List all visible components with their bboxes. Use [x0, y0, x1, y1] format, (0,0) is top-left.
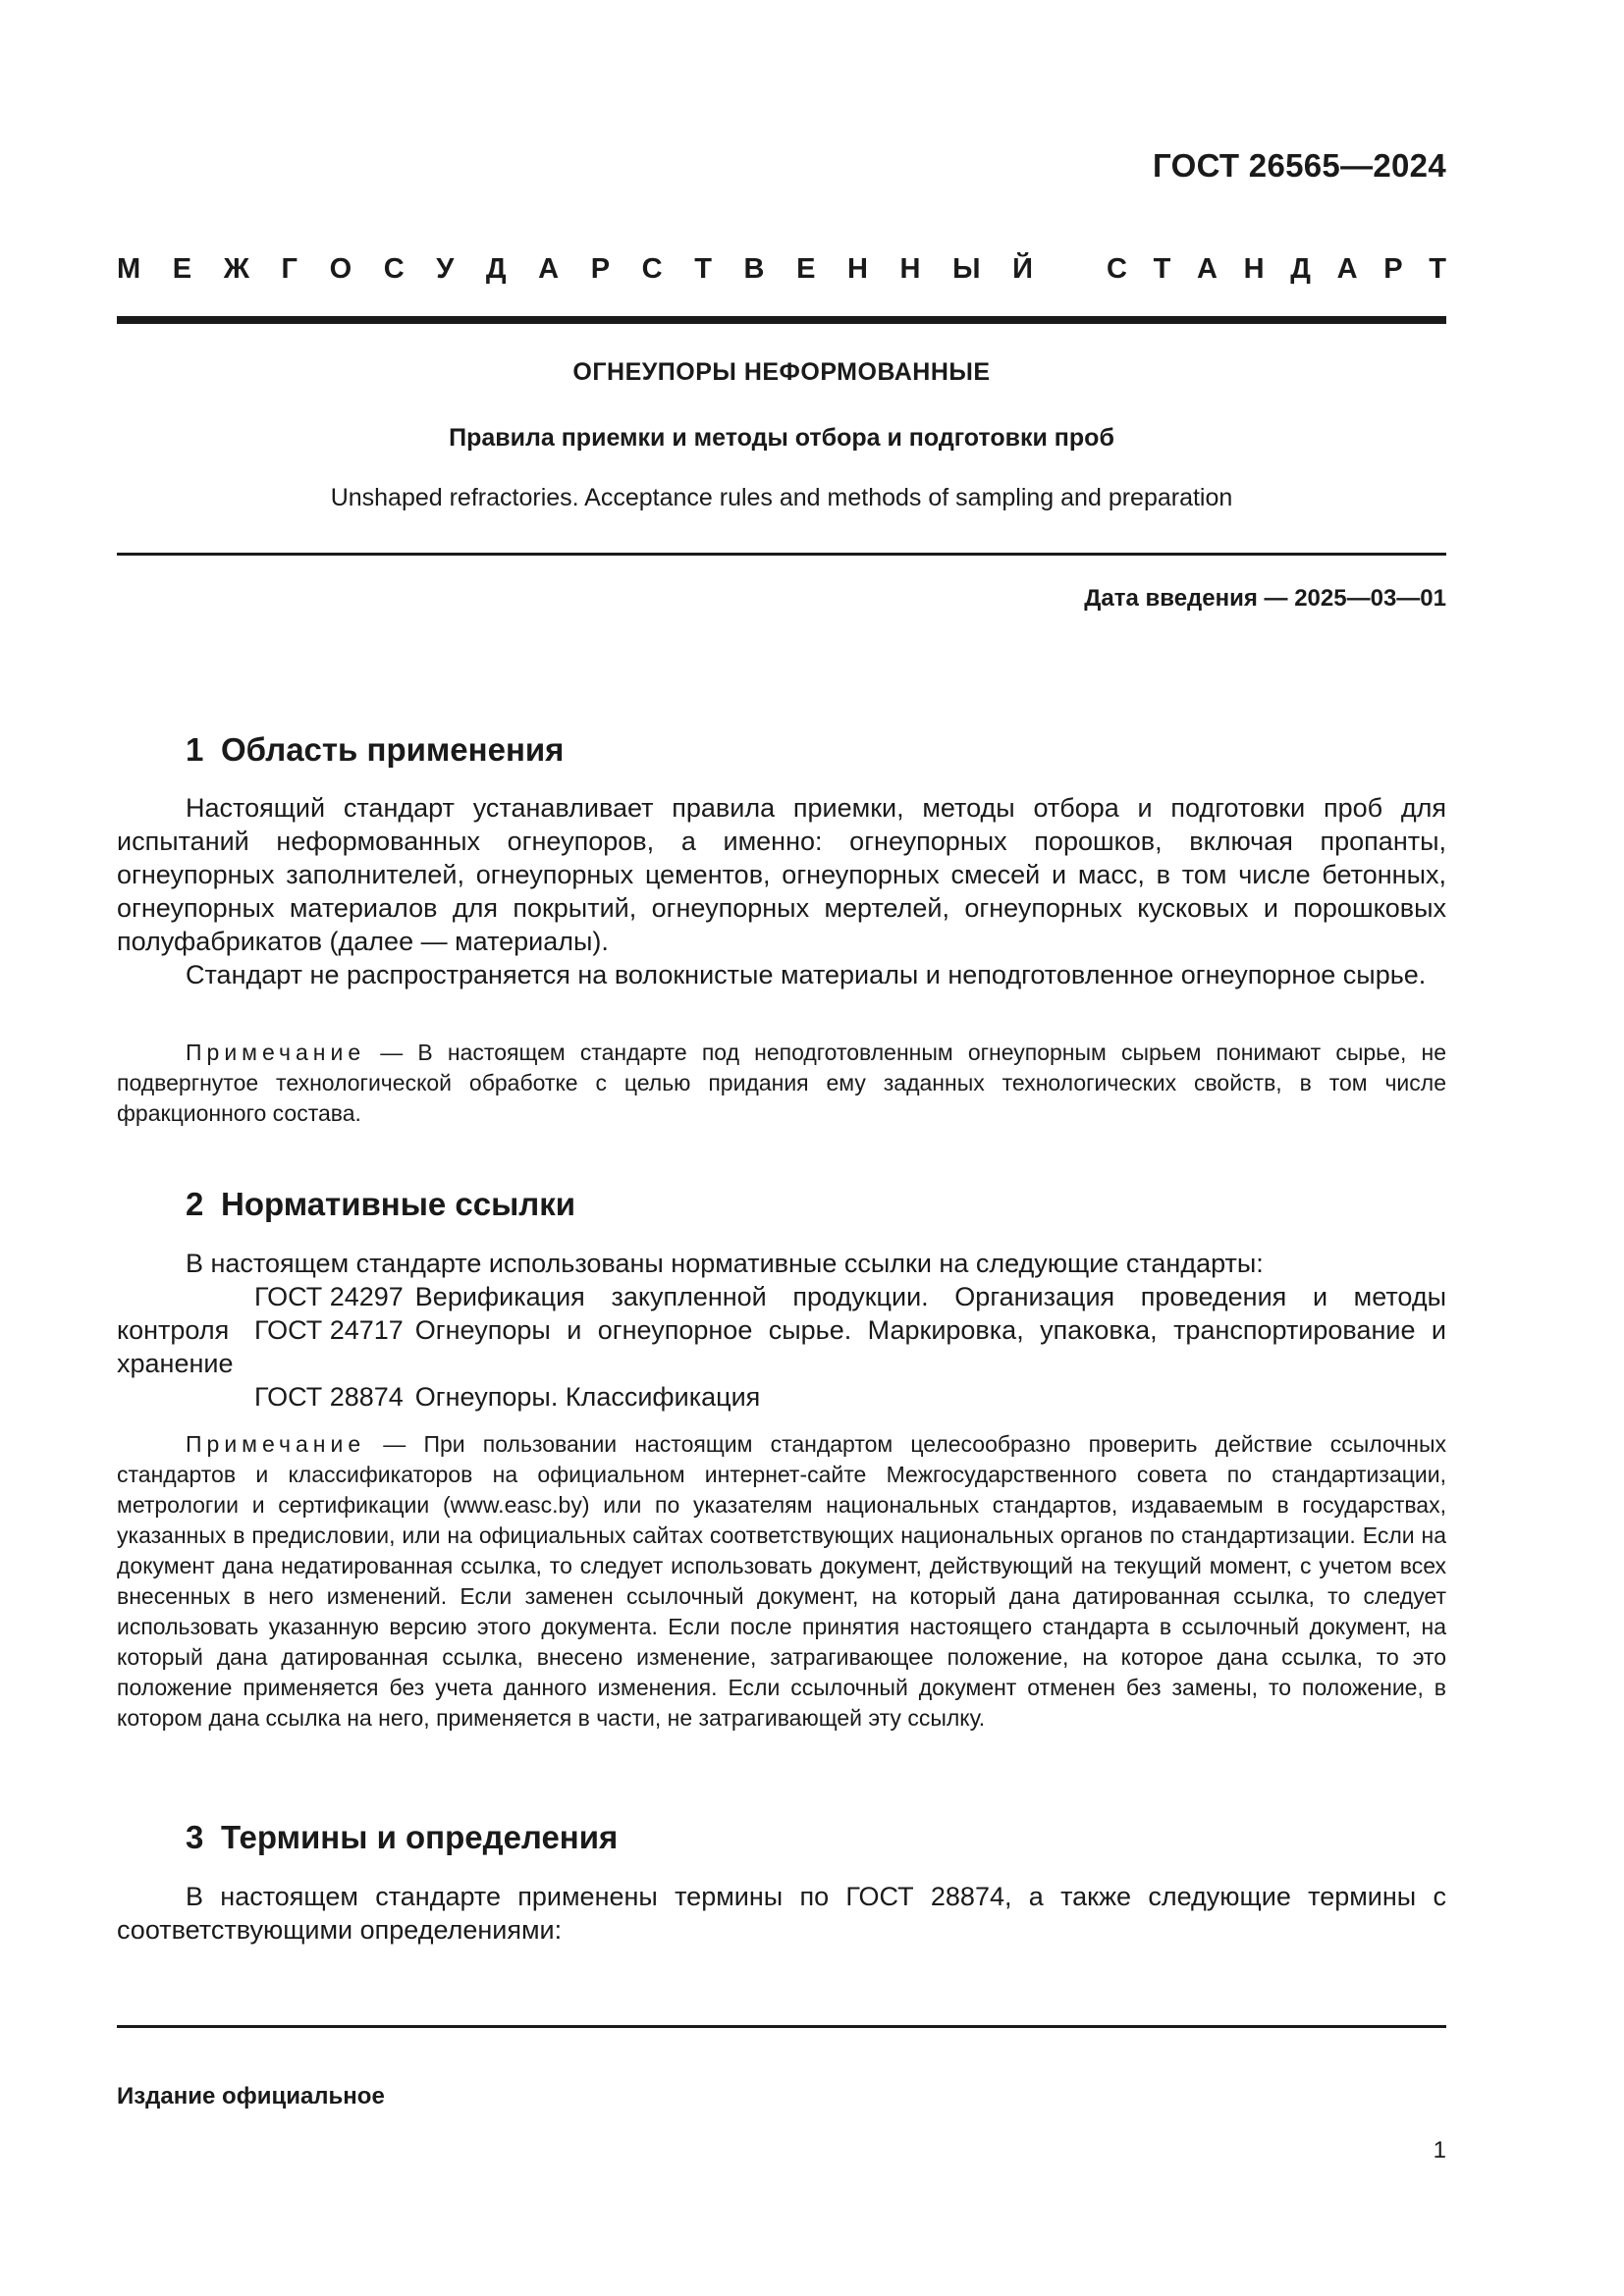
section-heading-scope: [186, 731, 564, 769]
banner-letter: Е: [172, 253, 192, 285]
banner-letter: С: [1107, 253, 1127, 285]
paragraph: Стандарт не распространяется на волокнистые материалы и неподготовленное огнеупорное сырье.: [186, 960, 1427, 989]
banner-letter: Д: [1290, 253, 1311, 285]
section-number: 1: [186, 731, 204, 768]
note-label: Примечание: [186, 1431, 366, 1457]
banner-letter: У: [436, 253, 455, 285]
introduction-date: Дата введения — 2025—03—01: [1084, 585, 1446, 612]
note-text: — При пользовании настоящим стандартом целесообразно проверить действие ссылочных стандартов и классификаторов на официальном интернет-сайте Межгосударственного совета по стандартизации, метрологии и сертификации (www.easc.by) или по указателям национальных стандартов, издаваемым в государствах, указанных в предисловии, или на официальных сайтах соответствующих национальных органов по стандартизации. Если на документ дана недатированная ссылка, то следует использовать документ, действующий на текущий момент, с учетом всех внесенных в него изменений. Если заменен ссылочный документ, на который дана датированная ссылка, то следует использовать указанную версию этого документа. Если после принятия настоящего стандарта в ссылочный документ, на который дана датированная ссылка, внесено изменение, затрагивающее положение, на которое дана ссылка, то это положение применяется без учета данного изменения. Если ссылочный документ отменен без замены, то положение, в котором дана ссылка на него, применяется в части, не затрагивающей эту ссылку.: [117, 1431, 1446, 1731]
reference-title: Верификация закупленной продукции. Организация проведения и методы контроля: [117, 1282, 1446, 1345]
note: [117, 1429, 1446, 1734]
reference-code: ГОСТ 24297: [254, 1282, 404, 1311]
page-number: 1: [1433, 2137, 1446, 2163]
reference-title: Огнеупоры и огнеупорное сырье. Маркировка, упаковка, транспортирование и хранение: [117, 1315, 1446, 1378]
document-subtitle: Правила приемки и методы отбора и подготовки проб: [449, 424, 1114, 452]
note: [117, 1038, 1446, 1129]
banner-letter: А: [1336, 253, 1358, 285]
banner-word-interstate: [117, 253, 1033, 286]
banner-letter: С: [383, 253, 405, 285]
title-rule: [117, 553, 1446, 556]
reference-item: [117, 1380, 1446, 1414]
banner-letter: М: [117, 253, 141, 285]
english-title: Unshaped refractories. Acceptance rules and methods of sampling and preparation: [330, 484, 1233, 511]
banner-letter: Г: [281, 253, 298, 285]
banner-letter: Д: [485, 253, 507, 285]
official-edition-label: Издание официальное: [117, 2083, 385, 2109]
banner-letter: С: [641, 253, 663, 285]
banner-letter: Н: [899, 253, 921, 285]
banner-letter: Ы: [952, 253, 981, 285]
reference-code: ГОСТ 24717: [254, 1315, 404, 1345]
banner-letter: Т: [1153, 253, 1171, 285]
document-title: ОГНЕУПОРЫ НЕФОРМОВАННЫЕ: [572, 358, 991, 386]
banner-letter: Т: [694, 253, 712, 285]
reference-title: Огнеупоры. Классификация: [414, 1382, 761, 1412]
banner-letter: Т: [1429, 253, 1446, 285]
interstate-standard-banner: [117, 253, 1446, 286]
banner-letter: Р: [590, 253, 611, 285]
banner-letter: Е: [796, 253, 816, 285]
paragraph: В настоящем стандарте использованы нормативные ссылки на следующие стандарты:: [186, 1249, 1264, 1278]
banner-letter: А: [538, 253, 560, 285]
paragraph: Настоящий стандарт устанавливает правила приемки, методы отбора и подготовки проб для испытаний неформованных огнеупоров, а именно: огнеупорных порошков, включая пропанты, огнеупорных заполнителей, огнеупорных цементов, огнеупорных смесей и масс, в том числе бетонных, огнеупорных материалов для покрытий, огнеупорных мертелей, огнеупорных кусковых и порошковых полуфабрикатов (далее — материалы).: [117, 793, 1446, 956]
section-title: Область применения: [221, 731, 565, 768]
banner-letter: В: [743, 253, 765, 285]
banner-letter: А: [1197, 253, 1218, 285]
banner-letter: Н: [1243, 253, 1265, 285]
banner-letter: Й: [1012, 253, 1033, 285]
section-heading-normative-references: [186, 1186, 575, 1223]
banner-word-standard: [1107, 253, 1446, 286]
section-title: Нормативные ссылки: [221, 1186, 576, 1222]
banner-letter: Ж: [223, 253, 249, 285]
reference-code: ГОСТ 28874: [254, 1382, 404, 1412]
banner-letter: Р: [1383, 253, 1403, 285]
section-number: 3: [186, 1819, 204, 1855]
header-rule: [117, 316, 1446, 324]
reference-item: [117, 1313, 1446, 1380]
banner-letter: О: [329, 253, 352, 285]
footer-rule: [117, 2025, 1446, 2028]
section-number: 2: [186, 1186, 204, 1222]
note-text: — В настоящем стандарте под неподготовленным огнеупорным сырьем понимают сырье, не подвергнутое технологической обработке с целью придания ему заданных технологических свойств, в том числе фракционного состава.: [117, 1040, 1446, 1126]
section-heading-terms: [186, 1819, 618, 1856]
paragraph: В настоящем стандарте применены термины по ГОСТ 28874, а также следующие термины с соответствующими определениями:: [117, 1882, 1446, 1945]
note-label: Примечание: [186, 1040, 366, 1065]
standard-code: ГОСТ 26565—2024: [1153, 147, 1446, 184]
banner-letter: Н: [847, 253, 868, 285]
section-title: Термины и определения: [221, 1819, 619, 1855]
